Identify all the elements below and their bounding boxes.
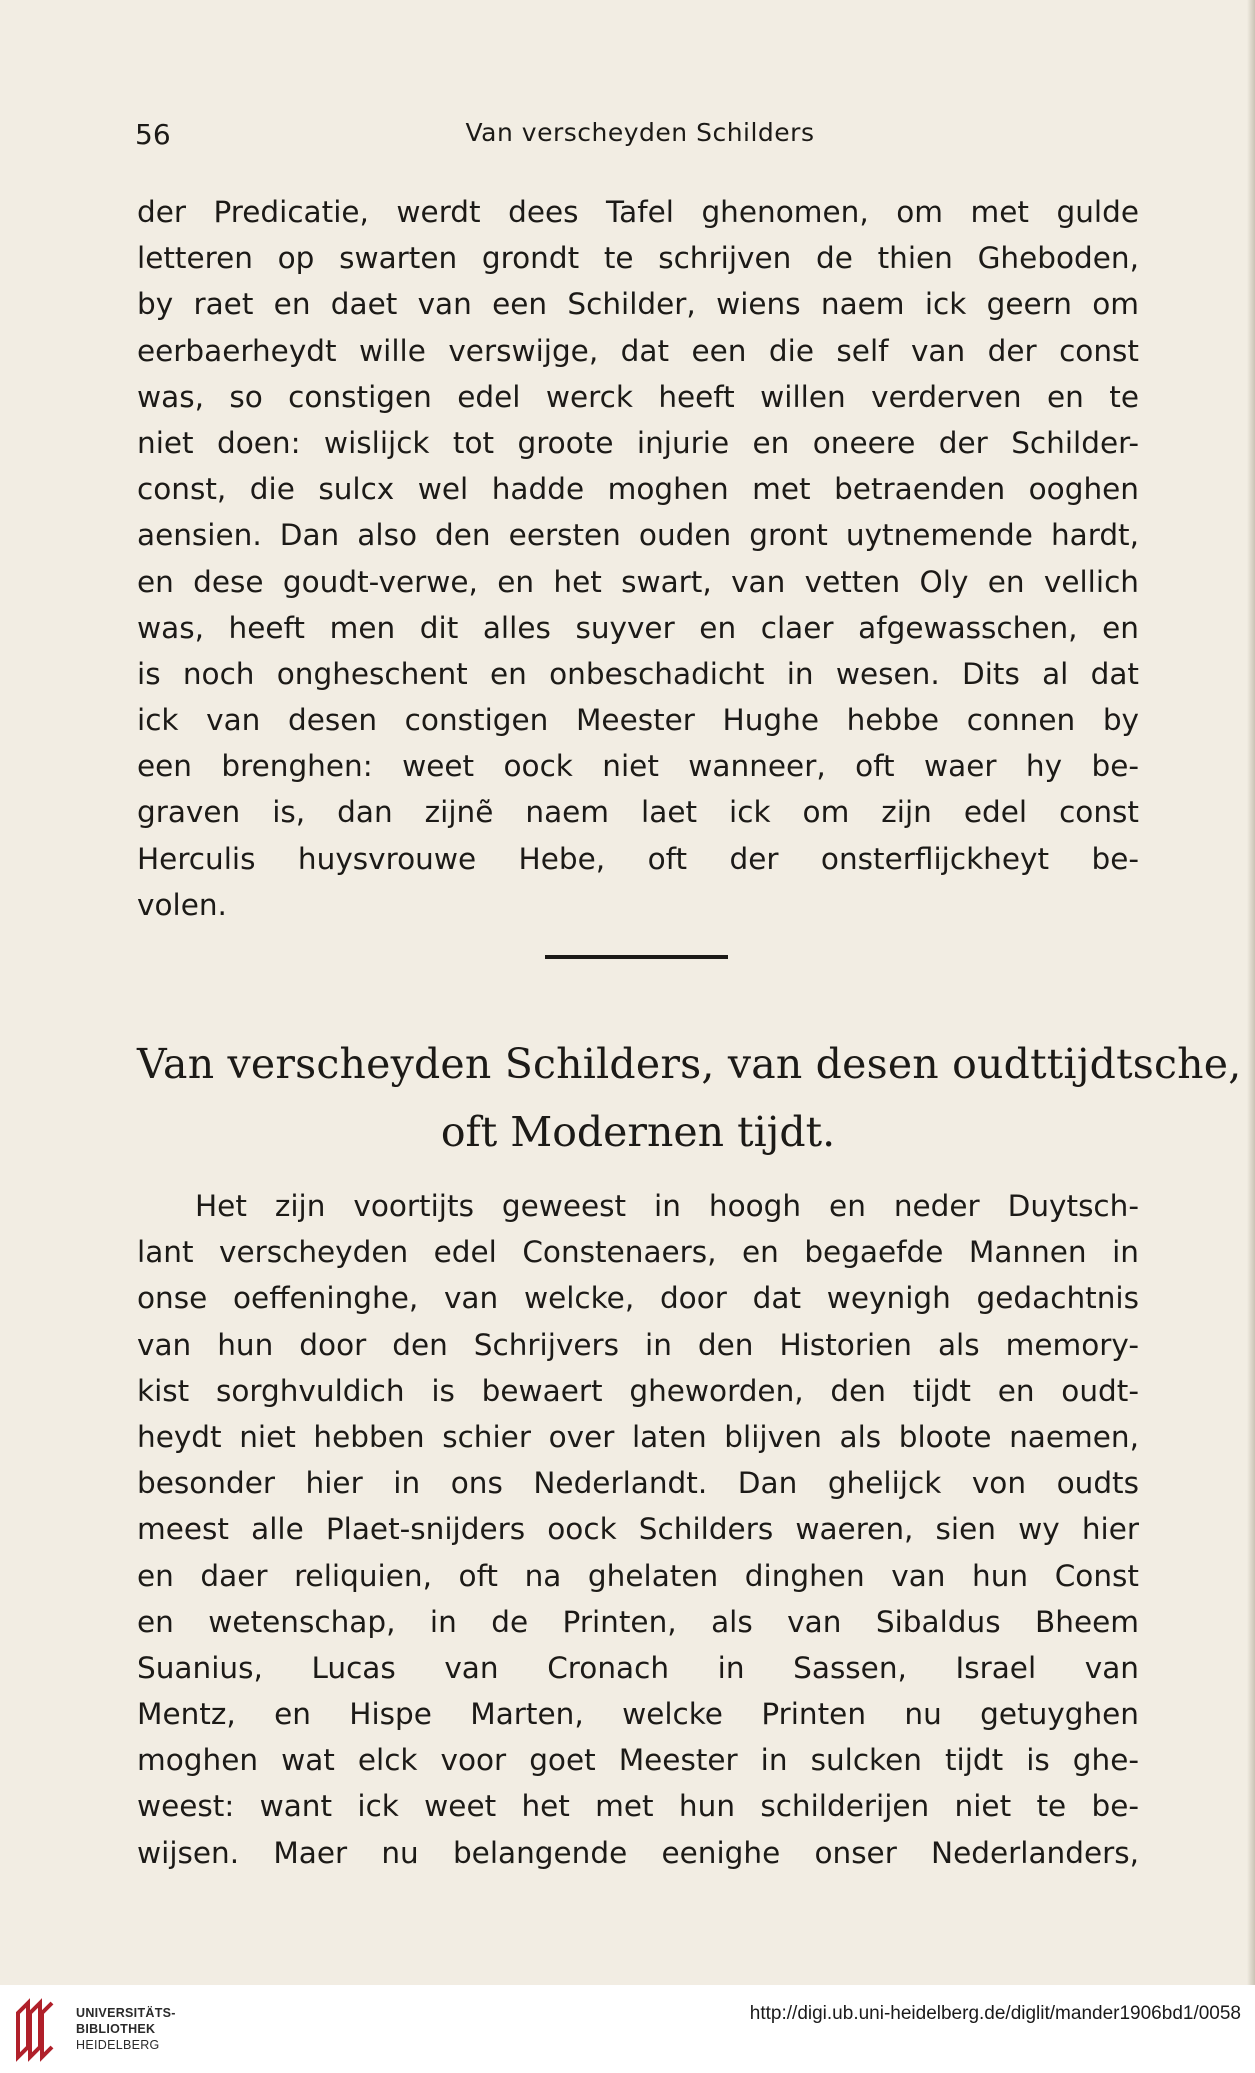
text-line: Mentz, en Hispe Marten, welcke Printen nu getuyghen	[137, 1697, 1139, 1732]
text-line: der Predicatie, werdt dees Tafel ghenomen, om met gulde	[137, 195, 1139, 229]
text-line: is noch ongheschent en onbeschadicht in wesen. Dits al dat	[137, 656, 1139, 691]
text-line: was, heeft men dit alles suyver en claer afgewasschen, en	[137, 610, 1139, 645]
text-line: onse oeffeninghe, van welcke, door dat weynigh gedachtnis	[137, 1281, 1139, 1316]
viewer-footer	[0, 1985, 1255, 2073]
library-name-line: UNIVERSITÄTS-	[76, 2006, 176, 2020]
text-line: niet doen: wislijck tot groote injurie en oneere der Schilder-	[137, 425, 1139, 460]
text-line: wijsen. Maer nu belangende eenighe onser Nederlanders,	[137, 1835, 1139, 1870]
text-line: Suanius, Lucas van Cronach in Sassen, Israel van	[137, 1650, 1139, 1685]
library-name-line: HEIDELBERG	[76, 2038, 160, 2052]
text-line: van hun door den Schrijvers in den Historien als memory-	[137, 1327, 1139, 1362]
paragraph-new-section	[137, 1183, 1139, 1876]
text-line: volen.	[137, 887, 227, 922]
text-line: eerbaerheydt wille verswijge, dat een die self van der const	[137, 333, 1139, 368]
library-name-line: BIBLIOTHEK	[76, 2022, 156, 2036]
running-head: Van verscheyden Schilders	[465, 118, 815, 147]
text-line: by raet en daet van een Schilder, wiens naem ick geern om	[137, 287, 1139, 322]
text-line: graven is, dan zijnẽ naem laet ick om zijn edel const	[137, 795, 1139, 830]
text-line: was, so constigen edel werck heeft willen verderven en te	[137, 379, 1139, 414]
page-header	[135, 118, 1145, 158]
text-line: ick van desen constigen Meester Hughe hebbe connen by	[137, 703, 1139, 738]
text-line: besonder hier in ons Nederlandt. Dan ghelijck von oudts	[137, 1466, 1139, 1501]
text-line: weest: want ick weet het met hun schilderijen niet te be-	[137, 1789, 1139, 1824]
text-line: een brenghen: weet oock niet wanneer, oft waer hy be-	[137, 749, 1139, 784]
paragraph-continued	[137, 189, 1139, 928]
text-line: en wetenschap, in de Printen, als van Sibaldus Bheem	[137, 1604, 1139, 1639]
section-heading-line-1: Van verscheyden Schilders, van desen oudttijdtsche,	[137, 1040, 1242, 1088]
library-logo-icon	[14, 1997, 68, 2063]
page-number: 56	[135, 118, 171, 151]
text-line: Het zijn voortijts geweest in hoogh en neder Duytsch-	[195, 1189, 1139, 1223]
text-line: moghen wat elck voor goet Meester in sulcken tijdt is ghe-	[137, 1743, 1139, 1778]
text-line: letteren op swarten grondt te schrijven de thien Gheboden,	[137, 241, 1139, 276]
text-line: const, die sulcx wel hadde moghen met betraenden ooghen	[137, 472, 1139, 507]
text-line: heydt niet hebben schier over laten blijven als bloote naemen,	[137, 1419, 1139, 1454]
text-line: lant verscheyden edel Constenaers, en begaefde Mannen in	[137, 1235, 1139, 1270]
permalink-url[interactable]: http://digi.ub.uni-heidelberg.de/diglit/mander1906bd1/0058	[749, 2003, 1241, 2024]
text-line: en daer reliquien, oft na ghelaten dinghen van hun Const	[137, 1558, 1139, 1593]
page-edge-shadow	[1247, 0, 1255, 1985]
section-divider	[545, 955, 728, 959]
text-line: kist sorghvuldich is bewaert gheworden, den tijdt en oudt-	[137, 1373, 1139, 1408]
text-line: en dese goudt-verwe, en het swart, van vetten Oly en vellich	[137, 564, 1139, 599]
section-heading-line-2: oft Modernen tijdt.	[440, 1108, 836, 1156]
text-line: aensien. Dan also den eersten ouden gront uytnemende hardt,	[137, 518, 1139, 553]
library-name	[76, 2005, 176, 2053]
text-line: meest alle Plaet-snijders oock Schilders waeren, sien wy hier	[137, 1512, 1139, 1547]
text-line: Herculis huysvrouwe Hebe, oft der onsterflijckheyt be-	[137, 841, 1139, 876]
